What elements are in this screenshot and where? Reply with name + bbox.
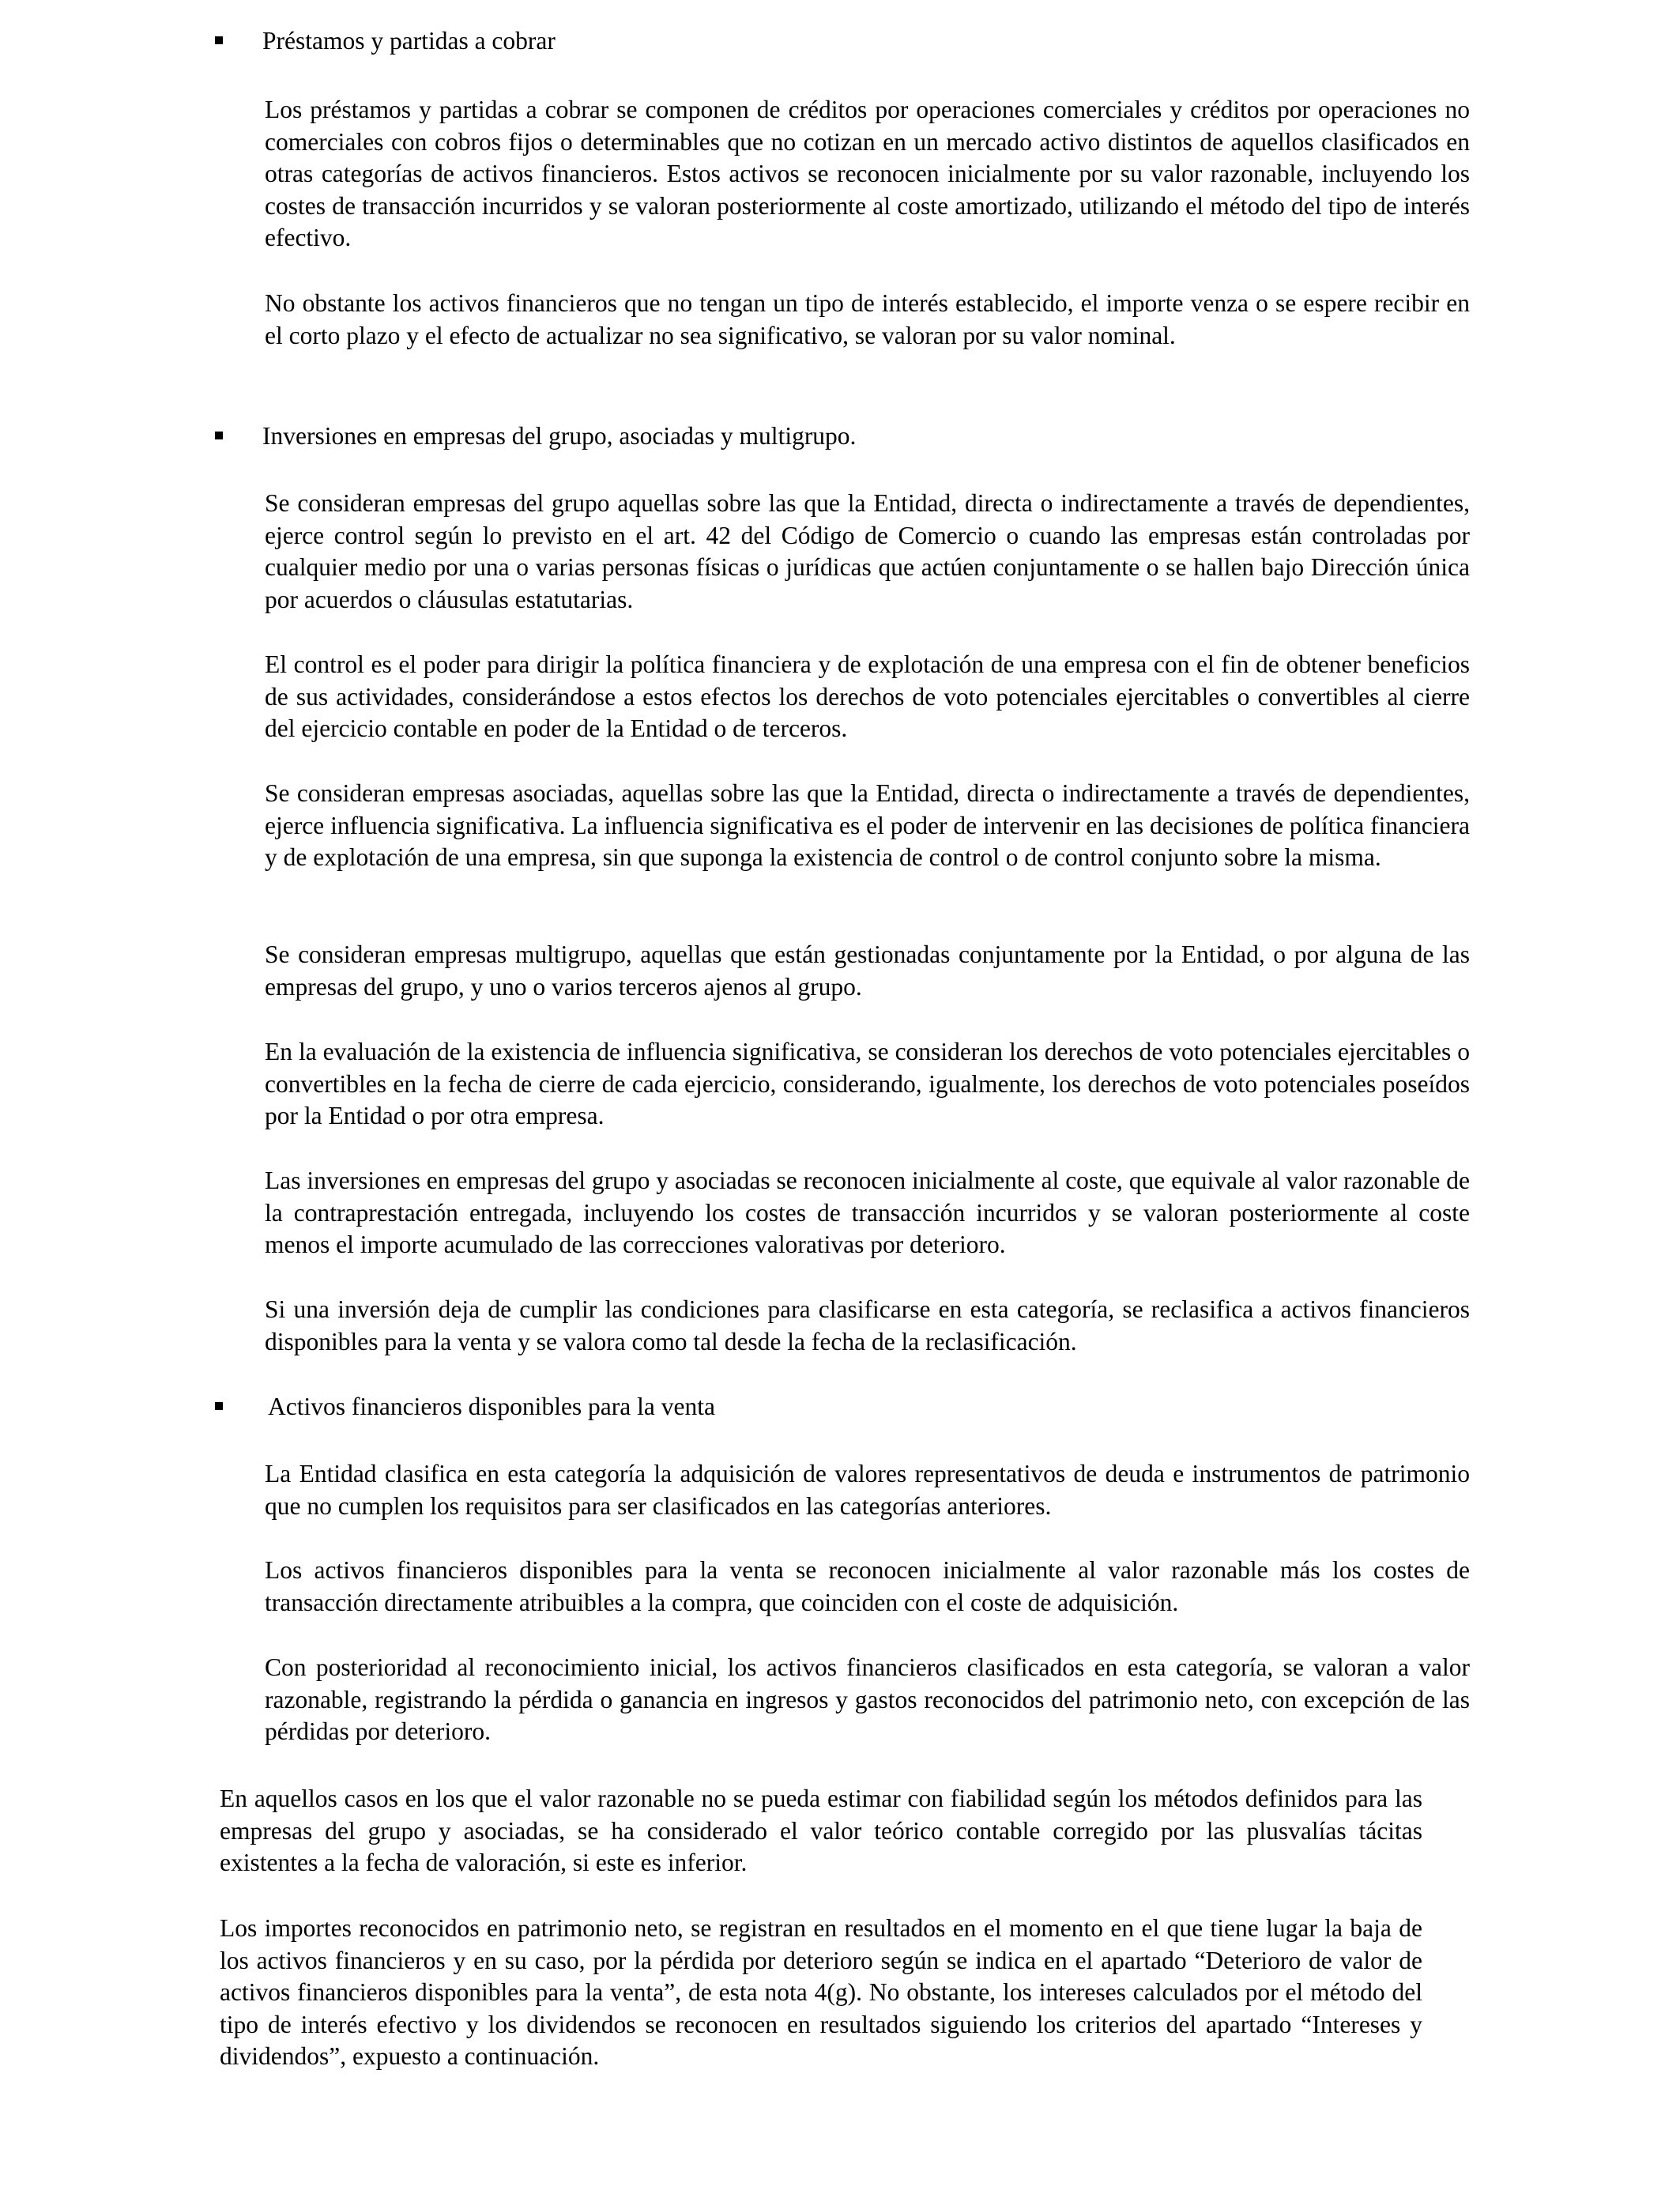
paragraph: La Entidad clasifica en esta categoría la adquisición de valores representativos de deuda e instrumentos de patrimonio que no cumplen los requisitos para ser clasificados en las categorías anteriores. <box>265 1460 1470 1520</box>
section-heading-label: Préstamos y partidas a cobrar <box>262 27 556 55</box>
square-bullet-icon <box>215 36 223 44</box>
section-heading-label: Activos financieros disponibles para la venta <box>268 1393 715 1420</box>
paragraph: En la evaluación de la existencia de influencia significativa, se consideran los derechos de voto potenciales ejercitables o convertibles en la fecha de cierre de cada ejercicio, considerando, igualmente, los derechos de voto potenciales poseídos por la Entidad o por otra empresa. <box>265 1038 1470 1129</box>
square-bullet-icon <box>215 1402 223 1410</box>
paragraph: Las inversiones en empresas del grupo y asociadas se reconocen inicialmente al coste, que equivale al valor razonable de la contraprestación entregada, incluyendo los costes de transacción incurridos y se valoran posteriormente al coste menos el importe acumulado de las correcciones valorativas por deterioro. <box>265 1167 1470 1258</box>
paragraph: Los préstamos y partidas a cobrar se componen de créditos por operaciones comerciales y créditos por operaciones no comerciales con cobros fijos o determinables que no cotizan en un mercado activo distintos de aquellos clasificados en otras categorías de activos financieros. Estos activos se reconocen inicialmente por su valor razonable, incluyendo los costes de transacción incurridos y se valoran posteriormente al coste amortizado, utilizando el método del tipo de interés efectivo. <box>265 96 1470 251</box>
paragraph: Se consideran empresas del grupo aquellas sobre las que la Entidad, directa o indirectamente a través de dependientes, ejerce control según lo previsto en el art. 42 del Código de Comercio o cuando las empresas están controladas por cualquier medio por una o varias personas físicas o jurídicas que actúen conjuntamente o se hallen bajo Dirección única por acuerdos o cláusulas estatutarias. <box>265 489 1470 613</box>
paragraph: Se consideran empresas multigrupo, aquellas que están gestionadas conjuntamente por la Entidad, o por alguna de las empresas del grupo, y uno o varios terceros ajenos al grupo. <box>265 941 1470 1001</box>
paragraph: Los activos financieros disponibles para la venta se reconocen inicialmente al valor razonable más los costes de transacción directamente atribuibles a la compra, que coinciden con el coste de adquisición. <box>265 1556 1470 1616</box>
section-heading-label: Inversiones en empresas del grupo, asociadas y multigrupo. <box>262 422 857 450</box>
paragraph: El control es el poder para dirigir la política financiera y de explotación de una empresa con el fin de obtener beneficios de sus actividades, considerándose a estos efectos los derechos de voto potenciales ejercitables o convertibles al cierre del ejercicio contable en poder de la Entidad o de terceros. <box>265 650 1470 742</box>
paragraph: En aquellos casos en los que el valor razonable no se pueda estimar con fiabilidad según los métodos definidos para las empresas del grupo y asociadas, se ha considerado el valor teórico contable corregido por las plusvalías tácitas existentes a la fecha de valoración, si este es inferior. <box>220 1785 1422 1876</box>
paragraph: Los importes reconocidos en patrimonio neto, se registran en resultados en el momento en el que tiene lugar la baja de los activos financieros y en su caso, por la pérdida por deterioro según se indica en el apartado “Deterioro de valor de activos financieros disponibles para la venta”, de esta nota 4(g). No obstante, los intereses calculados por el método del tipo de interés efectivo y los dividendos se reconocen en resultados siguiendo los criterios del apartado “Intereses y dividendos”, expuesto a continuación. <box>220 1914 1422 2070</box>
paragraph: No obstante los activos financieros que no tengan un tipo de interés establecido, el importe venza o se espere recibir en el corto plazo y el efecto de actualizar no sea significativo, se valoran por su valor nominal. <box>265 289 1470 349</box>
square-bullet-icon <box>215 432 223 439</box>
paragraph: Si una inversión deja de cumplir las condiciones para clasificarse en esta categoría, se reclasifica a activos financieros disponibles para la venta y se valora como tal desde la fecha de la reclasificación. <box>265 1295 1470 1355</box>
paragraph: Con posterioridad al reconocimiento inicial, los activos financieros clasificados en esta categoría, se valoran a valor razonable, registrando la pérdida o ganancia en ingresos y gastos reconocidos del patrimonio neto, con excepción de las pérdidas por deterioro. <box>265 1653 1470 1745</box>
paragraph: Se consideran empresas asociadas, aquellas sobre las que la Entidad, directa o indirectamente a través de dependientes, ejerce influencia significativa. La influencia significativa es el poder de intervenir en las decisiones de política financiera y de explotación de una empresa, sin que suponga la existencia de control o de control conjunto sobre la misma. <box>265 779 1470 871</box>
